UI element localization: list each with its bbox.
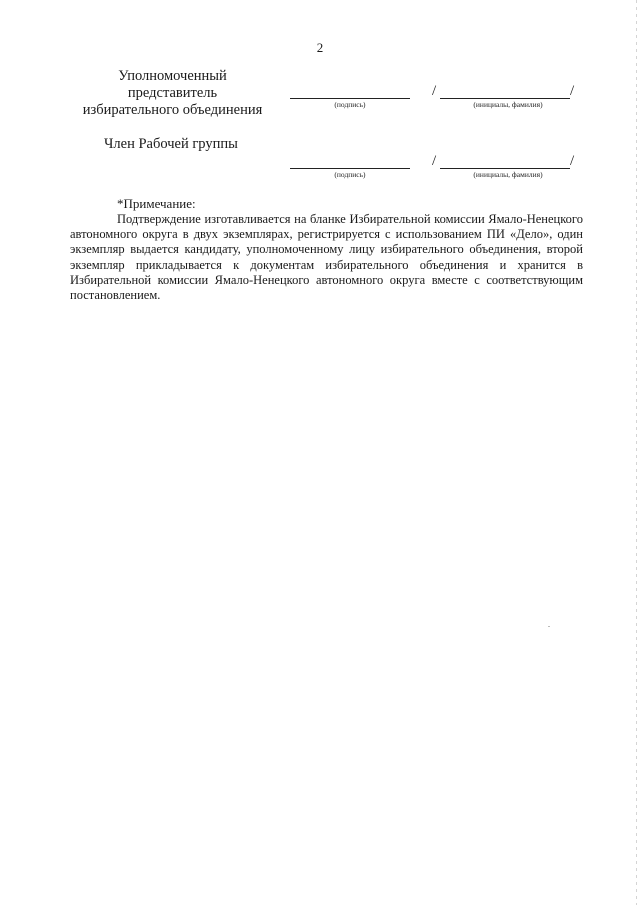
scan-speck — [548, 626, 550, 627]
role-label-working-group: Член Рабочей группы — [104, 136, 238, 152]
role-label-line: избирательного объединения — [82, 102, 263, 118]
slash-right: / — [570, 153, 575, 169]
name-caption: (инициалы, фамилия) — [473, 170, 543, 179]
name-line — [440, 168, 570, 169]
slash-left: / — [432, 153, 437, 169]
role-label-line: Уполномоченный — [118, 68, 227, 84]
page-number: 2 — [316, 40, 324, 55]
signature-line — [290, 98, 410, 99]
signature-caption: (подпись) — [334, 170, 366, 179]
slash-right: / — [570, 83, 575, 99]
signature-line — [290, 168, 410, 169]
name-caption: (инициалы, фамилия) — [473, 100, 543, 109]
note-body: Подтверждение изготавливается на бланке Избирательной комиссии Ямало-Ненецкого автономного округа в двух экземплярах, регистрируется с использованием ПИ «Дело», один экземпляр выдается кандидату, уполномоченному лицу избирательного объединения, второй экземпляр прикладывается к документам избирательного объединения и хранится в Избирательной комиссии Ямало-Ненецкого автономного округа вместе с соответствующим постановлением. — [70, 212, 583, 303]
note-title: *Примечание: — [117, 196, 196, 211]
slash-left: / — [432, 83, 437, 99]
scan-edge-artifact — [636, 0, 637, 905]
role-label-representative — [70, 68, 275, 119]
signature-caption: (подпись) — [334, 100, 366, 109]
name-line — [440, 98, 570, 99]
role-label-line: представитель — [127, 85, 218, 101]
